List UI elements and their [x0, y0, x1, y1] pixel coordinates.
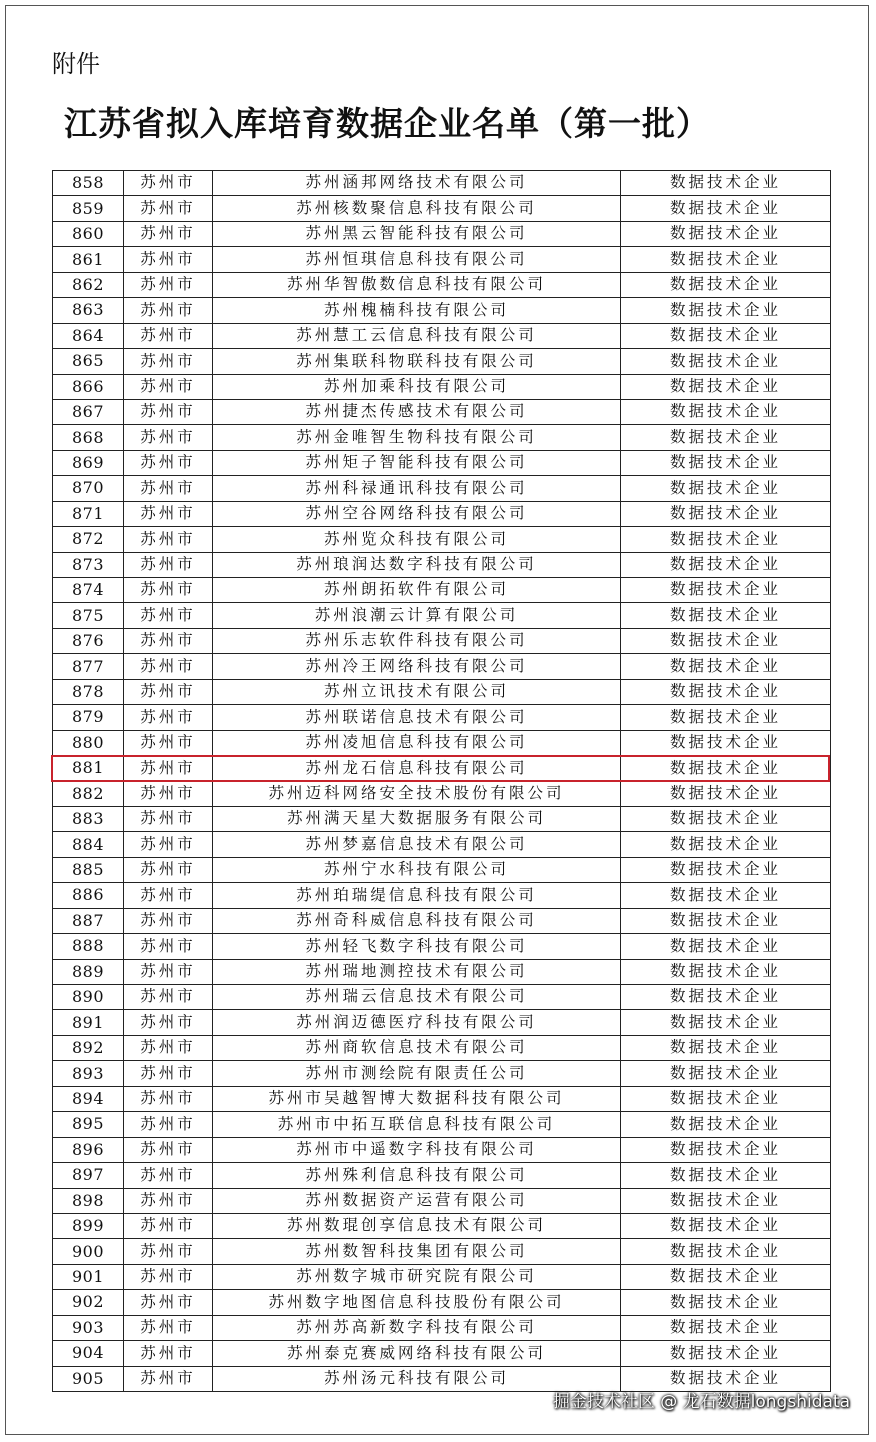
row-type: 数据技术企业: [621, 527, 831, 552]
watermark: 掘金技术社区 @ 龙石数据longshidata: [552, 1392, 850, 1412]
row-company-name: 苏州慧工云信息科技有限公司: [213, 323, 621, 348]
table-row: [53, 1035, 831, 1060]
row-city: 苏州市: [124, 679, 213, 704]
row-company-name: 苏州槐楠科技有限公司: [213, 298, 621, 323]
row-number: 859: [53, 196, 124, 221]
table-row: [53, 628, 831, 653]
row-city: 苏州市: [124, 1112, 213, 1137]
table-row: [53, 1112, 831, 1137]
row-type: 数据技术企业: [621, 552, 831, 577]
row-number: 868: [53, 425, 124, 450]
row-type: 数据技术企业: [621, 1290, 831, 1315]
row-number: 901: [53, 1264, 124, 1289]
row-company-name: 苏州迈科网络安全技术股份有限公司: [213, 781, 621, 806]
table-row: [53, 196, 831, 221]
row-type: 数据技术企业: [621, 959, 831, 984]
row-city: 苏州市: [124, 247, 213, 272]
table-row: [53, 1213, 831, 1238]
row-number: 869: [53, 450, 124, 475]
row-city: 苏州市: [124, 196, 213, 221]
row-number: 864: [53, 323, 124, 348]
table-row: [53, 272, 831, 297]
row-city: 苏州市: [124, 1341, 213, 1366]
row-type: 数据技术企业: [621, 857, 831, 882]
row-type: 数据技术企业: [621, 272, 831, 297]
table-row: [53, 171, 831, 196]
row-number: 893: [53, 1061, 124, 1086]
table-row: [53, 832, 831, 857]
row-city: 苏州市: [124, 527, 213, 552]
row-type: 数据技术企业: [621, 425, 831, 450]
table-row: [53, 323, 831, 348]
table-row: [53, 1315, 831, 1340]
row-city: 苏州市: [124, 1010, 213, 1035]
row-city: 苏州市: [124, 552, 213, 577]
row-company-name: 苏州珀瑞缇信息科技有限公司: [213, 883, 621, 908]
row-type: 数据技术企业: [621, 654, 831, 679]
row-number: 903: [53, 1315, 124, 1340]
table-row: [53, 857, 831, 882]
row-number: 889: [53, 959, 124, 984]
row-city: 苏州市: [124, 323, 213, 348]
table-row: [53, 1341, 831, 1366]
row-city: 苏州市: [124, 730, 213, 755]
row-number: 904: [53, 1341, 124, 1366]
row-number: 890: [53, 985, 124, 1010]
table-row: [53, 221, 831, 246]
row-city: 苏州市: [124, 908, 213, 933]
row-type: 数据技术企业: [621, 628, 831, 653]
row-city: 苏州市: [124, 934, 213, 959]
row-city: 苏州市: [124, 476, 213, 501]
row-type: 数据技术企业: [621, 1137, 831, 1162]
row-number: 883: [53, 806, 124, 831]
row-city: 苏州市: [124, 832, 213, 857]
row-city: 苏州市: [124, 1290, 213, 1315]
row-number: 902: [53, 1290, 124, 1315]
row-type: 数据技术企业: [621, 349, 831, 374]
table-row: [53, 450, 831, 475]
table-row: [53, 1086, 831, 1111]
row-type: 数据技术企业: [621, 781, 831, 806]
row-type: 数据技术企业: [621, 1163, 831, 1188]
row-city: 苏州市: [124, 883, 213, 908]
row-type: 数据技术企业: [621, 832, 831, 857]
table-row: [53, 1163, 831, 1188]
row-city: 苏州市: [124, 1366, 213, 1391]
row-city: 苏州市: [124, 1188, 213, 1213]
row-company-name: 苏州览众科技有限公司: [213, 527, 621, 552]
table-row: [53, 679, 831, 704]
row-number: 892: [53, 1035, 124, 1060]
row-type: 数据技术企业: [621, 1188, 831, 1213]
row-company-name: 苏州市中拓互联信息科技有限公司: [213, 1112, 621, 1137]
row-type: 数据技术企业: [621, 196, 831, 221]
row-number: 888: [53, 934, 124, 959]
row-type: 数据技术企业: [621, 1086, 831, 1111]
table-row: [53, 527, 831, 552]
row-type: 数据技术企业: [621, 730, 831, 755]
highlight-box: [51, 755, 830, 782]
row-type: 数据技术企业: [621, 1264, 831, 1289]
row-company-name: 苏州数智科技集团有限公司: [213, 1239, 621, 1264]
row-type: 数据技术企业: [621, 323, 831, 348]
page-title: 江苏省拟入库培育数据企业名单（第一批）: [64, 104, 710, 143]
row-city: 苏州市: [124, 603, 213, 628]
table-row: [53, 730, 831, 755]
row-company-name: 苏州涵邦网络技术有限公司: [213, 171, 621, 196]
row-city: 苏州市: [124, 756, 213, 781]
row-number: 898: [53, 1188, 124, 1213]
row-number: 894: [53, 1086, 124, 1111]
row-city: 苏州市: [124, 1239, 213, 1264]
row-type: 数据技术企业: [621, 679, 831, 704]
row-type: 数据技术企业: [621, 298, 831, 323]
row-city: 苏州市: [124, 272, 213, 297]
row-company-name: 苏州乐志软件科技有限公司: [213, 628, 621, 653]
row-number: 899: [53, 1213, 124, 1238]
row-type: 数据技术企业: [621, 1315, 831, 1340]
row-number: 866: [53, 374, 124, 399]
row-type: 数据技术企业: [621, 1035, 831, 1060]
row-company-name: 苏州宁水科技有限公司: [213, 857, 621, 882]
row-city: 苏州市: [124, 985, 213, 1010]
row-company-name: 苏州立讯技术有限公司: [213, 679, 621, 704]
row-company-name: 苏州琅润达数字科技有限公司: [213, 552, 621, 577]
row-company-name: 苏州龙石信息科技有限公司: [213, 756, 621, 781]
row-city: 苏州市: [124, 959, 213, 984]
row-number: 884: [53, 832, 124, 857]
row-number: 882: [53, 781, 124, 806]
row-company-name: 苏州数琨创享信息技术有限公司: [213, 1213, 621, 1238]
row-type: 数据技术企业: [621, 603, 831, 628]
row-number: 887: [53, 908, 124, 933]
row-city: 苏州市: [124, 628, 213, 653]
table-row: [53, 247, 831, 272]
row-number: 886: [53, 883, 124, 908]
row-type: 数据技术企业: [621, 806, 831, 831]
row-type: 数据技术企业: [621, 705, 831, 730]
row-company-name: 苏州黑云智能科技有限公司: [213, 221, 621, 246]
row-number: 867: [53, 399, 124, 424]
table-row: [53, 705, 831, 730]
row-number: 879: [53, 705, 124, 730]
row-company-name: 苏州市测绘院有限责任公司: [213, 1061, 621, 1086]
row-company-name: 苏州联诺信息技术有限公司: [213, 705, 621, 730]
row-number: 865: [53, 349, 124, 374]
row-company-name: 苏州华智傲数信息科技有限公司: [213, 272, 621, 297]
row-type: 数据技术企业: [621, 399, 831, 424]
row-number: 862: [53, 272, 124, 297]
row-type: 数据技术企业: [621, 374, 831, 399]
row-number: 878: [53, 679, 124, 704]
row-type: 数据技术企业: [621, 1213, 831, 1238]
row-city: 苏州市: [124, 298, 213, 323]
row-city: 苏州市: [124, 578, 213, 603]
row-city: 苏州市: [124, 1163, 213, 1188]
row-company-name: 苏州朗拓软件有限公司: [213, 578, 621, 603]
row-type: 数据技术企业: [621, 450, 831, 475]
table-row: [53, 374, 831, 399]
row-number: 905: [53, 1366, 124, 1391]
row-number: 863: [53, 298, 124, 323]
table-row: [53, 806, 831, 831]
row-company-name: 苏州核数聚信息科技有限公司: [213, 196, 621, 221]
table-row: [53, 1264, 831, 1289]
row-city: 苏州市: [124, 221, 213, 246]
row-company-name: 苏州瑞地测控技术有限公司: [213, 959, 621, 984]
row-company-name: 苏州满天星大数据服务有限公司: [213, 806, 621, 831]
table-row: [53, 399, 831, 424]
row-company-name: 苏州科禄通讯科技有限公司: [213, 476, 621, 501]
table-row: [53, 1137, 831, 1162]
row-company-name: 苏州梦嘉信息技术有限公司: [213, 832, 621, 857]
row-company-name: 苏州奇科威信息科技有限公司: [213, 908, 621, 933]
row-company-name: 苏州凌旭信息科技有限公司: [213, 730, 621, 755]
row-type: 数据技术企业: [621, 1366, 831, 1391]
table-row: [53, 552, 831, 577]
row-company-name: 苏州捷杰传感技术有限公司: [213, 399, 621, 424]
row-type: 数据技术企业: [621, 1341, 831, 1366]
row-company-name: 苏州金唯智生物科技有限公司: [213, 425, 621, 450]
row-type: 数据技术企业: [621, 934, 831, 959]
table-row: [53, 1239, 831, 1264]
row-number: 880: [53, 730, 124, 755]
row-number: 858: [53, 171, 124, 196]
row-type: 数据技术企业: [621, 578, 831, 603]
row-company-name: 苏州集联科物联科技有限公司: [213, 349, 621, 374]
row-type: 数据技术企业: [621, 171, 831, 196]
row-company-name: 苏州汤元科技有限公司: [213, 1366, 621, 1391]
table-row: [53, 501, 831, 526]
row-city: 苏州市: [124, 1137, 213, 1162]
row-city: 苏州市: [124, 501, 213, 526]
row-city: 苏州市: [124, 1086, 213, 1111]
row-company-name: 苏州浪潮云计算有限公司: [213, 603, 621, 628]
row-company-name: 苏州市吴越智博大数据科技有限公司: [213, 1086, 621, 1111]
row-city: 苏州市: [124, 425, 213, 450]
row-company-name: 苏州泰克赛威网络科技有限公司: [213, 1341, 621, 1366]
table-row: [53, 603, 831, 628]
row-company-name: 苏州加乘科技有限公司: [213, 374, 621, 399]
row-company-name: 苏州轻飞数字科技有限公司: [213, 934, 621, 959]
row-number: 885: [53, 857, 124, 882]
row-city: 苏州市: [124, 450, 213, 475]
row-type: 数据技术企业: [621, 883, 831, 908]
row-company-name: 苏州商软信息技术有限公司: [213, 1035, 621, 1060]
row-type: 数据技术企业: [621, 247, 831, 272]
row-number: 874: [53, 578, 124, 603]
row-type: 数据技术企业: [621, 1010, 831, 1035]
row-number: 860: [53, 221, 124, 246]
row-number: 896: [53, 1137, 124, 1162]
row-city: 苏州市: [124, 171, 213, 196]
table-row: [53, 298, 831, 323]
row-city: 苏州市: [124, 374, 213, 399]
row-number: 877: [53, 654, 124, 679]
table-row: [53, 1290, 831, 1315]
table-row: [53, 349, 831, 374]
row-city: 苏州市: [124, 1213, 213, 1238]
row-type: 数据技术企业: [621, 221, 831, 246]
row-city: 苏州市: [124, 781, 213, 806]
row-city: 苏州市: [124, 1061, 213, 1086]
table-row: [53, 883, 831, 908]
row-number: 861: [53, 247, 124, 272]
row-city: 苏州市: [124, 705, 213, 730]
row-city: 苏州市: [124, 857, 213, 882]
row-company-name: 苏州数字城市研究院有限公司: [213, 1264, 621, 1289]
row-company-name: 苏州瑞云信息技术有限公司: [213, 985, 621, 1010]
row-type: 数据技术企业: [621, 908, 831, 933]
row-number: 900: [53, 1239, 124, 1264]
row-number: 895: [53, 1112, 124, 1137]
row-number: 871: [53, 501, 124, 526]
table-row: [53, 781, 831, 806]
table-row: [53, 959, 831, 984]
table-row: [53, 654, 831, 679]
row-number: 873: [53, 552, 124, 577]
table-row: [53, 1188, 831, 1213]
row-type: 数据技术企业: [621, 756, 831, 781]
table-row: [53, 1010, 831, 1035]
table-row: [53, 578, 831, 603]
row-number: 891: [53, 1010, 124, 1035]
row-type: 数据技术企业: [621, 476, 831, 501]
row-company-name: 苏州市中遥数字科技有限公司: [213, 1137, 621, 1162]
row-company-name: 苏州殊利信息科技有限公司: [213, 1163, 621, 1188]
row-company-name: 苏州润迈德医疗科技有限公司: [213, 1010, 621, 1035]
row-number: 872: [53, 527, 124, 552]
row-company-name: 苏州数字地图信息科技股份有限公司: [213, 1290, 621, 1315]
row-city: 苏州市: [124, 1315, 213, 1340]
row-city: 苏州市: [124, 399, 213, 424]
row-type: 数据技术企业: [621, 501, 831, 526]
table-row: [53, 476, 831, 501]
table-row: [53, 985, 831, 1010]
row-company-name: 苏州恒琪信息科技有限公司: [213, 247, 621, 272]
row-city: 苏州市: [124, 654, 213, 679]
row-company-name: 苏州冷王网络科技有限公司: [213, 654, 621, 679]
row-company-name: 苏州苏高新数字科技有限公司: [213, 1315, 621, 1340]
row-type: 数据技术企业: [621, 1239, 831, 1264]
row-company-name: 苏州数据资产运营有限公司: [213, 1188, 621, 1213]
row-city: 苏州市: [124, 1035, 213, 1060]
row-city: 苏州市: [124, 806, 213, 831]
row-company-name: 苏州矩子智能科技有限公司: [213, 450, 621, 475]
row-type: 数据技术企业: [621, 985, 831, 1010]
row-city: 苏州市: [124, 349, 213, 374]
row-city: 苏州市: [124, 1264, 213, 1289]
row-number: 875: [53, 603, 124, 628]
row-number: 876: [53, 628, 124, 653]
row-type: 数据技术企业: [621, 1061, 831, 1086]
row-company-name: 苏州空谷网络科技有限公司: [213, 501, 621, 526]
table-row: [53, 1061, 831, 1086]
row-number: 897: [53, 1163, 124, 1188]
table-row: [53, 934, 831, 959]
row-number: 870: [53, 476, 124, 501]
attachment-label: 附件: [52, 50, 100, 78]
table-row: [53, 425, 831, 450]
row-type: 数据技术企业: [621, 1112, 831, 1137]
row-number: 881: [53, 756, 124, 781]
table-row: [53, 908, 831, 933]
